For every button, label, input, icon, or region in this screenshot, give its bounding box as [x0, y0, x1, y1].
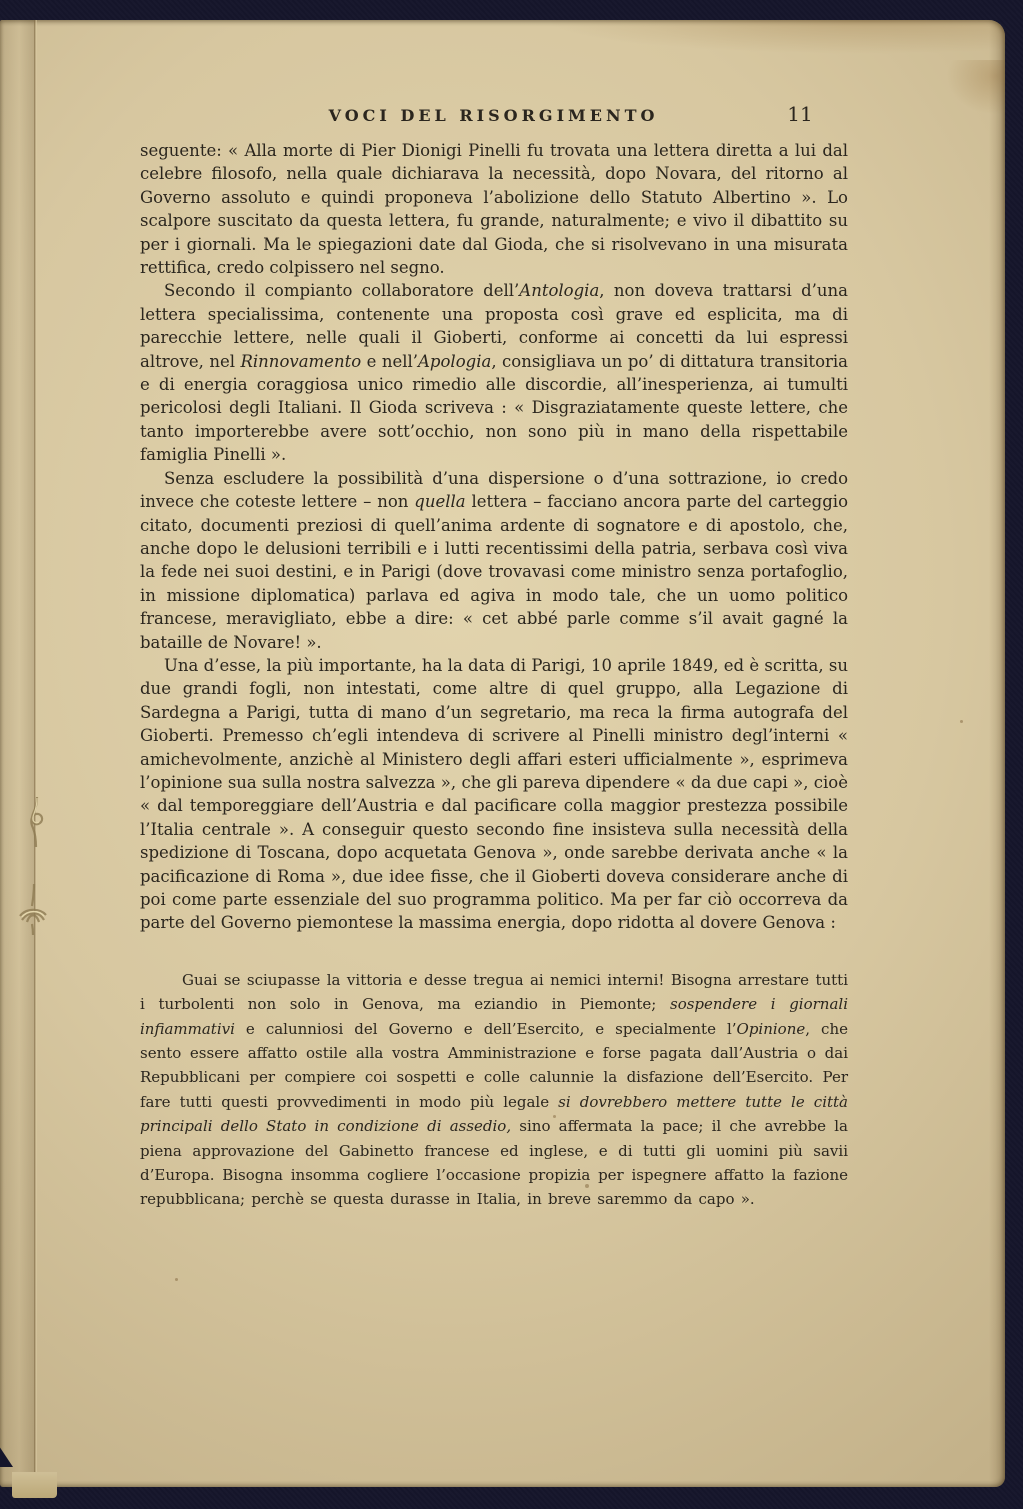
italic-text: Antologia	[519, 281, 600, 301]
text-segment: sino affermata la pace; il che avrebbe la piena approvazione del Gabinetto francese ed inglese, e di tutti gli uomini più savii d’Europa. Bisogna insomma cogliere l’occasione propizia per ispegnere affatto la fazione repubblicana; perchè se questa durasse in Italia, in breve saremmo da capo ».	[140, 1117, 848, 1209]
running-header: VOCI DEL RISORGIMENTO	[328, 106, 659, 125]
text-segment: Guai se sciupasse la vittoria e desse tregua ai nemici interni! Bisogna arrestare tutti i turbolenti non solo in Genova, ma eziandio in Piemonte;	[140, 970, 848, 1014]
text-segment: Secondo il compianto collaboratore dell’	[164, 281, 520, 301]
page-right-edge	[989, 20, 1005, 1487]
binding-stitch-icon	[18, 795, 56, 849]
book-page	[0, 20, 1005, 1487]
text-segment: , consigliava un po’ di dittatura transitoria e di energia coraggiosa unico rimedio alle discordie, all’inesperienza, ai tumulti pericolosi degli Italiani. Il Gioda scriveva : « Disgraziatamente queste lettere, che tanto importerebbe avere sott’occhio, non sono più in mano della rispettabile famiglia Pinelli ».	[140, 351, 849, 465]
page-gutter	[0, 20, 35, 1487]
italic-text: Rinnovamento	[240, 351, 362, 371]
paper-speck	[585, 1184, 589, 1188]
italic-text: Apologia	[418, 351, 492, 371]
paragraph	[140, 654, 848, 935]
paper-speck	[960, 720, 963, 723]
body-text	[140, 139, 848, 1212]
italic-text: Opinione	[736, 1019, 806, 1038]
italic-text: quella	[414, 492, 466, 512]
text-segment: seguente: « Alla morte di Pier Dionigi Pinelli fu trovata una lettera diretta a lui dal celebre filosofo, nella quale dichiarava la necessità, dopo Novara, del ritorno al Governo assoluto e quindi proponeva l’abolizione dello Statuto Albertino ». Lo scalpore suscitato da questa lettera, fu grande, naturalmente; e vivo il dibattito su per i giornali. Ma le spiegazioni date dal Gioda, che si risolvevano in una misurata rettifica, credo colpissero nel segno.	[140, 141, 848, 278]
paragraph	[140, 279, 848, 466]
binding-stitch-icon	[14, 882, 52, 936]
binding-crease	[34, 20, 37, 1487]
paper-speck	[553, 1115, 556, 1118]
text-segment: , non doveva trattarsi d’una lettera specialissima, contenente una proposta così grave ed esplicita, ma di parecchie lettere, nelle quali il Gioberti, conforme ai concetti da lui espressi altrove, nel	[140, 281, 849, 371]
text-segment: e nell’	[361, 351, 419, 371]
italic-text: sospendere i giornali infiammativi	[140, 995, 849, 1038]
under-page-edge	[12, 1472, 57, 1498]
text-segment: Una d’esse, la più importante, ha la data di Parigi, 10 aprile 1849, ed è scritta, su due grandi fogli, non intestati, come altre di quel gruppo, alla Legazione di Sardegna a Parigi, tutta di mano d’un segretario, ma reca la firma autografa del Gioberti. Premesso ch’egli intendeva di scrivere al Pinelli ministro degl’interni « amichevolmente, anzichè al Ministero degli affari esteri ufficialmente », esprimeva l’opinione sua sulla nostra salvezza », che gli pareva dipendere « da due capi », cioè « dal temporeggiare dell’Austria e dal pacificare colla maggior prestezza possibile l’Italia centrale ». A conseguir questo secondo fine insisteva sulla necessità della spedizione di Toscana, dopo acquetata Genova », onde sarebbe derivata anche « la pacificazione di Roma », due idee fisse, che il Gioberti doveva considerare anche di poi come parte essenziale del suo programma politico. Ma per far ciò occorreva da parte del Governo piemontese la massima energia, dopo ridotta al dovere Genova :	[140, 655, 848, 933]
text-segment: lettera – facciano ancora parte del carteggio citato, documenti preziosi di quell’anima ardente di sognatore e di apostolo, che, anche dopo le delusioni terribili e i lutti recentissimi della patria, serbava così viva la fede nei suoi destini, e in Parigi (dove trovavasi come ministro senza portafoglio, in missione diplomatica) parlava ed agiva in modo tale, che un uomo politico francese, meravigliato, ebbe a dire: « cet abbé parle comme s’il avait gagné la bataille de Novare! ».	[140, 492, 849, 652]
paper-speck	[175, 1278, 178, 1281]
block-quote	[140, 968, 848, 1212]
italic-text: si dovrebbero mettere tutte le città principali dello Stato in condizione di assedio,	[140, 1092, 848, 1136]
text-segment: , che sento essere affatto ostile alla vostra Amministrazione e forse pagata dall’Austria o dai Repubblicani per compiere coi sospetti e colle calunnie la disfazione dell’Esercito. Per fare tutti questi provvedimenti in modo più legale	[140, 1019, 848, 1111]
paragraph	[140, 467, 848, 654]
text-segment: e calunniosi del Governo e dell’Esercito, e specialmente l’	[234, 1019, 737, 1038]
paragraph	[140, 139, 848, 279]
page-number: 11	[787, 102, 813, 126]
text-segment: Senza escludere la possibilità d’una dispersione o d’una sottrazione, io credo invece che coteste lettere – non	[140, 468, 848, 512]
paper-stain	[430, 20, 1005, 90]
